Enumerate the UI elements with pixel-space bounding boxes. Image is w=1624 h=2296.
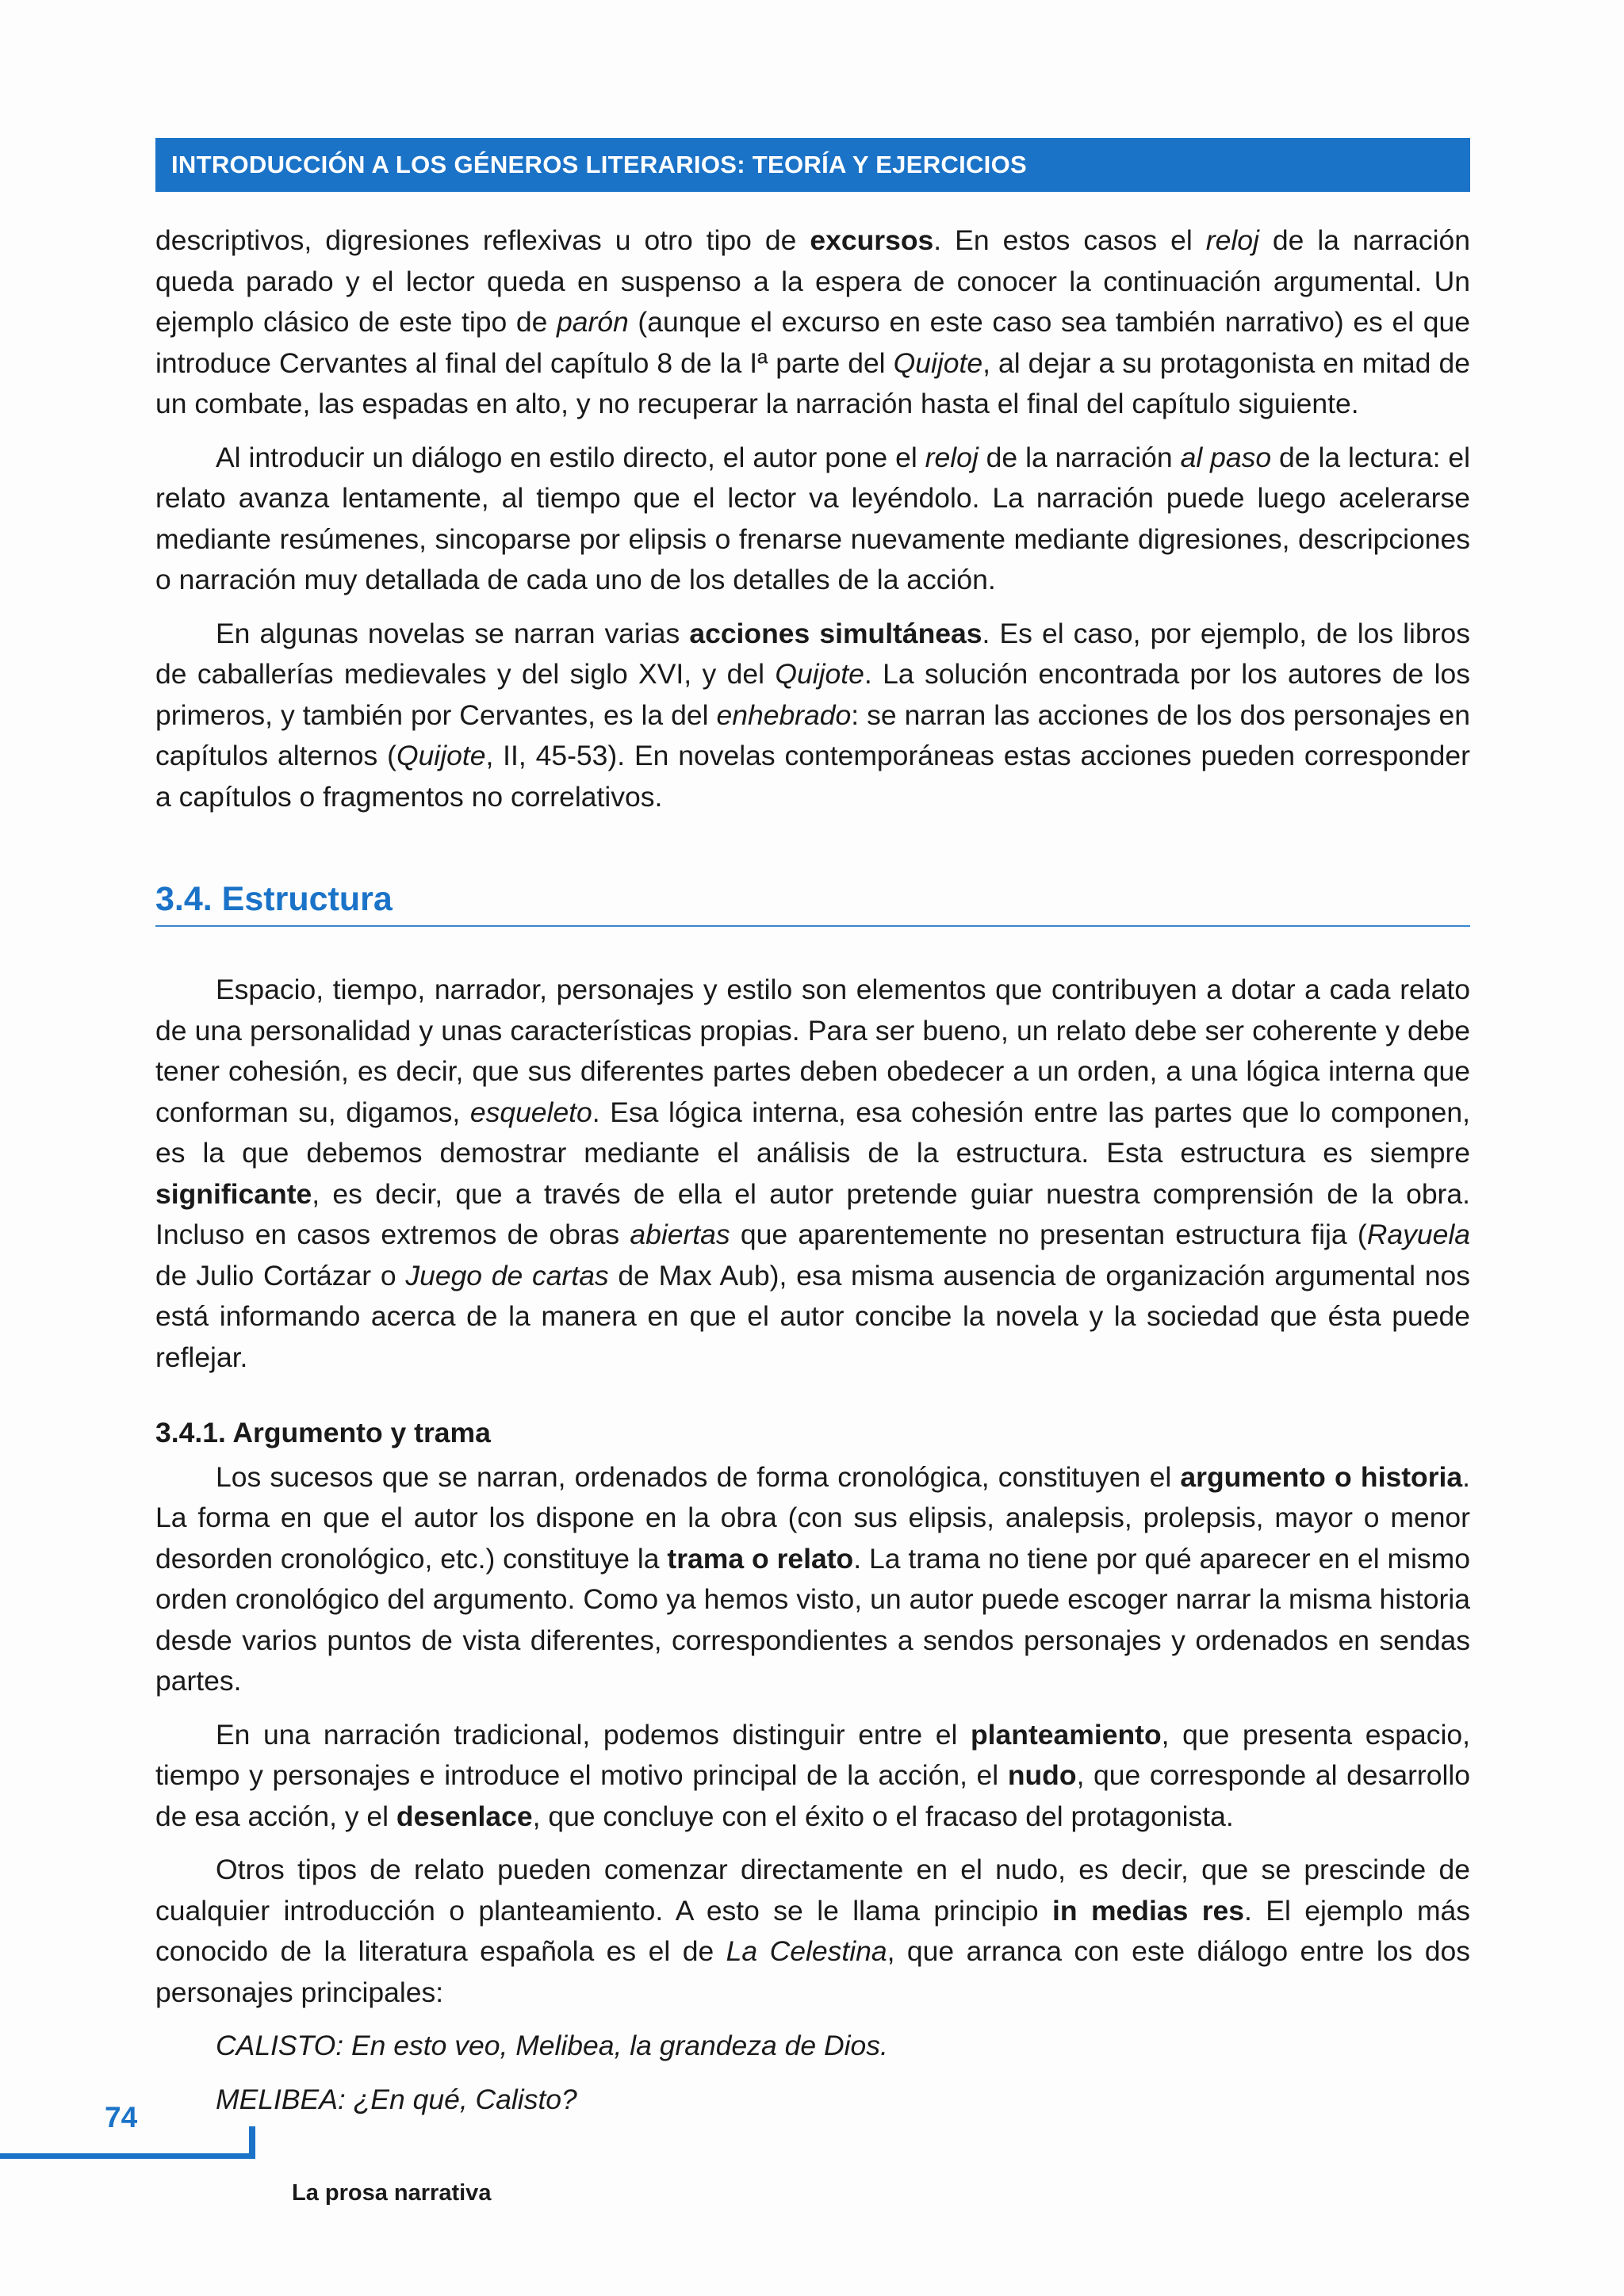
section-heading: 3.4. Estructura: [155, 876, 1470, 927]
paragraph: [155, 1715, 1470, 1838]
text-run: de la narración: [978, 441, 1181, 473]
emphasis-bold: trama o relato: [667, 1542, 854, 1575]
emphasis-italic: al paso: [1180, 441, 1272, 473]
text-run: , que presenta espacio, tiempo y personajes e introduce el motivo principal de la acción, el: [155, 1718, 1471, 1791]
text-run: En una narración tradicional, podemos distinguir entre el: [216, 1718, 971, 1751]
text-run: , que corresponde al desarrollo de esa acción, y el: [155, 1759, 1470, 1832]
text-run: Los sucesos que se narran, ordenados de forma cronológica, constituyen el: [216, 1460, 1181, 1493]
emphasis-italic: reloj: [925, 441, 979, 473]
text-run: de Max Aub), esa misma ausencia de organización argumental nos está informando acerca de la manera en que el autor concibe la novela y la sociedad que ésta puede reflejar.: [155, 1259, 1470, 1373]
emphasis-italic: Quijote: [893, 346, 983, 379]
emphasis-bold: desenlace: [396, 1800, 533, 1832]
paragraph: [155, 220, 1470, 425]
page-body: [155, 220, 1470, 2133]
emphasis-italic: abiertas: [630, 1219, 730, 1250]
footer-rule: [0, 2153, 255, 2159]
text-run: . La solución encontrada por los autores de los primeros, y también por Cervantes, es la del: [155, 658, 1470, 731]
text-run: , es decir, que a través de ella el autor pretende guiar nuestra comprensión de la obra. Incluso en casos extremos de obras: [155, 1177, 1470, 1250]
emphasis-italic: esqueleto: [469, 1096, 592, 1128]
text-run: Espacio, tiempo, narrador, personajes y estilo son elementos que contribuyen a dotar a cada relato de una personalidad y unas características propias. Para ser bueno, un relato debe ser coherente y debe tener cohesión, es decir, que sus diferentes partes deben obedecer a un orden, a una lógica interna que conforman su, digamos,: [155, 974, 1470, 1128]
emphasis-italic: La Celestina: [726, 1935, 887, 1967]
text-run: . Esa lógica interna, esa cohesión entre las partes que lo componen, es la que debemos demostrar mediante el análisis de la estructura. Esta estructura es siempre: [155, 1096, 1471, 1169]
paragraph: [155, 438, 1470, 601]
text-run: . La trama no tiene por qué aparecer en el mismo orden cronológico del argumento. Como ya hemos visto, un autor puede escoger narrar la misma historia desde varios puntos de vista diferentes, correspondientes a sendos personajes y ordenados en sendas partes.: [155, 1542, 1470, 1697]
footer-rule-vertical: [249, 2126, 255, 2158]
text-run: En algunas novelas se narran varias: [216, 617, 690, 649]
emphasis-bold: excursos: [810, 224, 934, 256]
text-run: descriptivos, digresiones reflexivas u otro tipo de: [155, 224, 810, 256]
emphasis-italic: Quijote: [396, 740, 486, 771]
text-run: , que concluye con el éxito o el fracaso del protagonista.: [532, 1800, 1234, 1832]
dialogue-quote: MELIBEA: ¿En qué, Calisto?: [216, 2083, 577, 2115]
emphasis-italic: reloj: [1205, 224, 1259, 256]
emphasis-italic: Juego de cartas: [405, 1259, 609, 1292]
running-header-title: INTRODUCCIÓN A LOS GÉNEROS LITERARIOS: TEORÍA Y EJERCICIOS: [171, 151, 1027, 178]
emphasis-italic: parón: [556, 306, 629, 338]
running-header: [155, 138, 1470, 192]
emphasis-bold: significante: [155, 1177, 312, 1210]
text-run: , II, 45-53). En novelas contemporáneas estas acciones pueden corresponder a capítulos o fragmentos no correlativos.: [155, 740, 1470, 813]
footer-chapter-title: La prosa narrativa: [292, 2180, 492, 2206]
text-run: (aunque el excurso en este caso sea también narrativo) es el que introduce Cervantes al final del capítulo 8 de la Iª parte del: [155, 306, 1470, 379]
text-run: de Julio Cortázar o: [155, 1259, 406, 1292]
text-run: . El ejemplo más conocido de la literatura española es el de: [155, 1894, 1471, 1967]
emphasis-bold: acciones simultáneas: [689, 617, 982, 649]
emphasis-italic: Quijote: [775, 658, 864, 690]
dialogue-quote: CALISTO: En esto veo, Melibea, la grandeza de Dios.: [216, 2030, 888, 2061]
text-run: . Es el caso, por ejemplo, de los libros de caballerías medievales y del siglo XVI, y del: [155, 617, 1471, 690]
text-run: : se narran las acciones de los dos personajes en capítulos alternos (: [155, 698, 1470, 771]
subsection-heading: 3.4.1. Argumento y trama: [155, 1417, 491, 1448]
text-run: . La forma en que el autor los dispone en la obra (con sus elipsis, analepsis, prolepsis, mayor o menor desorden cronológico, etc.) constituye la: [155, 1460, 1470, 1575]
text-run: , que arranca con este diálogo entre los dos personajes principales:: [155, 1935, 1470, 2008]
text-run: , al dejar a su protagonista en mitad de un combate, las espadas en alto, y no recuperar la narración hasta el final del capítulo siguiente.: [155, 346, 1471, 419]
emphasis-italic: Rayuela: [1366, 1219, 1470, 1250]
paragraph: [155, 614, 1470, 818]
paragraph: [155, 1457, 1470, 1702]
text-run: Otros tipos de relato pueden comenzar directamente en el nudo, es decir, que se prescinde de cualquier introducción o planteamiento. A esto se le llama principio: [155, 1854, 1470, 1927]
page-number: 74: [105, 2101, 138, 2133]
emphasis-bold: argumento o historia: [1180, 1460, 1463, 1493]
text-run: que aparentemente no presentan estructura fija (: [730, 1219, 1367, 1250]
text-run: de la narración queda parado y el lector queda en suspenso a la espera de conocer la continuación argumental. Un ejemplo clásico de este tipo de: [155, 224, 1470, 338]
text-run: Al introducir un diálogo en estilo directo, el autor pone el: [216, 441, 925, 473]
text-run: . En estos casos el: [933, 224, 1206, 256]
text-run: de la lectura: el relato avanza lentamente, al tiempo que el lector va leyéndolo. La narración puede luego acelerarse mediante resúmenes, sincoparse por elipsis o frenarse nuevamente mediante digresiones, descripciones o narración muy detallada de cada uno de los detalles de la acción.: [155, 441, 1470, 595]
emphasis-bold: in medias res: [1052, 1894, 1245, 1927]
emphasis-bold: planteamiento: [971, 1718, 1162, 1751]
emphasis-bold: nudo: [1007, 1759, 1077, 1791]
paragraph: [155, 1850, 1470, 2013]
paragraph: [155, 970, 1470, 1378]
emphasis-italic: enhebrado: [716, 698, 852, 731]
